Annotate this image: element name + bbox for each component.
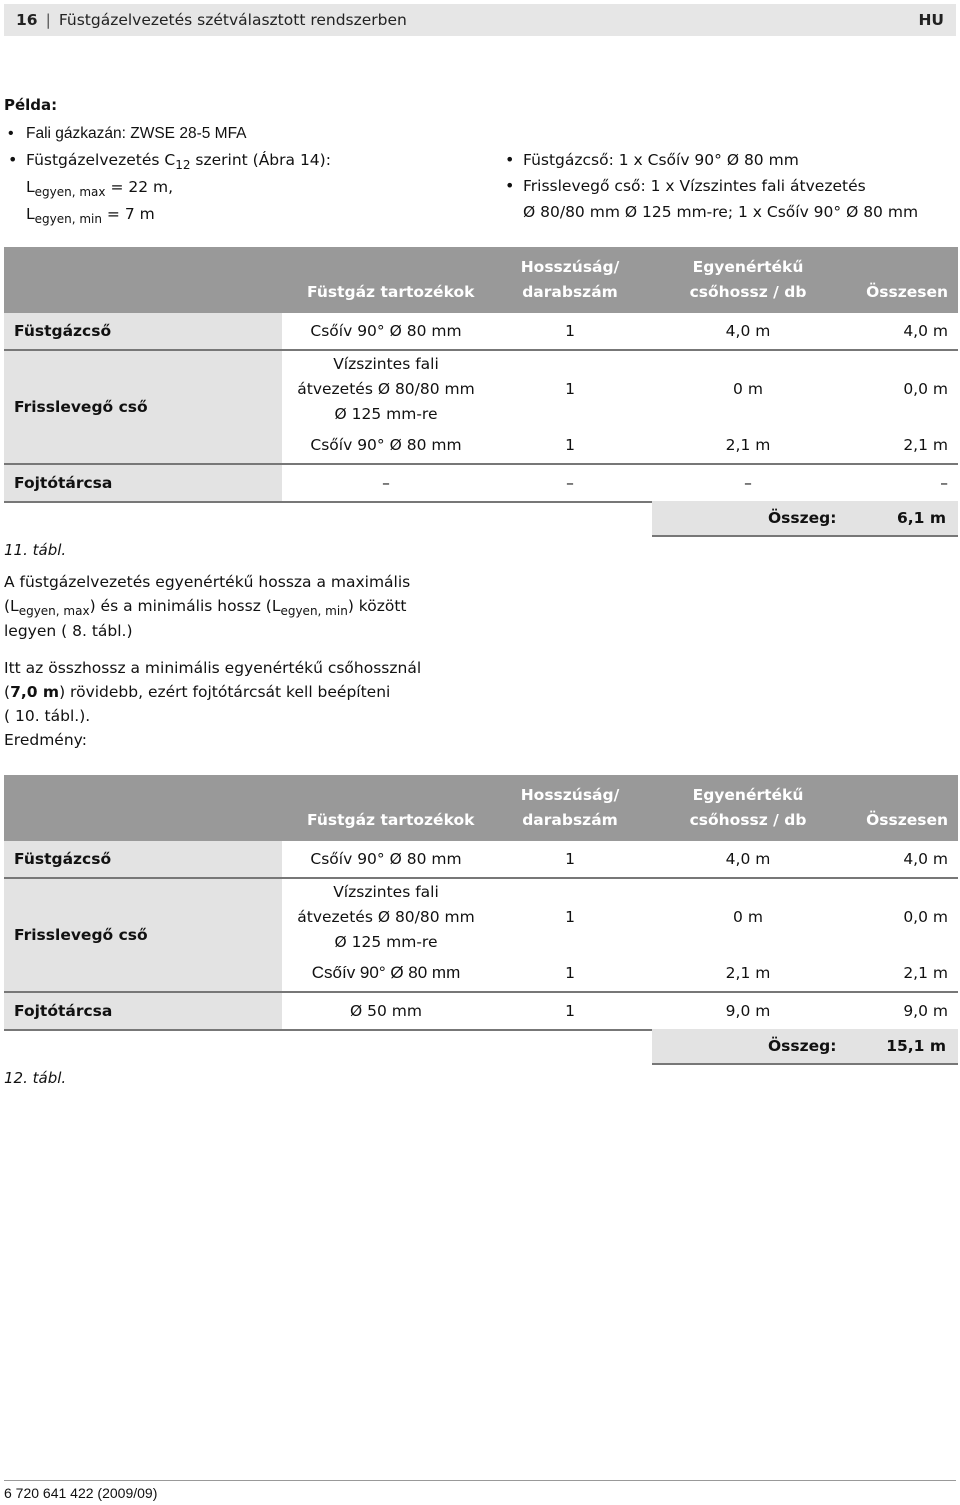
cell-qty: 1 [565, 380, 575, 398]
sum-box-11 [652, 501, 958, 537]
example-title: Példa: [4, 96, 58, 114]
page-title: Füstgázelvezetés szétválasztott rendszerben [58, 11, 407, 29]
table-row [4, 878, 958, 955]
language-code: HU [918, 11, 944, 29]
accessory-air-item [505, 173, 953, 199]
table-header-row [4, 247, 958, 313]
cell-equiv: 2,1 m [650, 427, 846, 464]
accessory-flue-item [505, 147, 953, 173]
accessory-flue-text: Füstgázcső: 1 x Csőív 90° Ø 80 mm [523, 151, 799, 169]
bullet-icon: • [505, 150, 515, 169]
cell-accessory: Csőív 90° Ø 80 mm [282, 955, 490, 992]
flue-spec-line [26, 147, 466, 174]
text-part: (L [4, 597, 19, 615]
header-total: Összesen [846, 775, 958, 841]
paragraph-line: (7,0 m) rövidebb, ezért fojtótárcsát kell beépíteni [4, 683, 391, 701]
header-equiv-1: Egyenértékű [692, 258, 804, 276]
sum-value: 15,1 m [886, 1037, 946, 1055]
header-equiv [650, 247, 846, 313]
cell-equiv: – [650, 464, 846, 502]
cell-equiv: 2,1 m [650, 955, 846, 992]
cell-equiv: 9,0 m [650, 992, 846, 1030]
paragraph-line: A füstgázelvezetés egyenértékű hossza a maximális [4, 573, 411, 591]
table-header-row [4, 775, 958, 841]
lmin-line [26, 201, 466, 228]
text-part: ) és a minimális hossz (L [89, 597, 281, 615]
header-equiv-2: csőhossz / db [689, 283, 807, 301]
cell-total: 2,1 m [846, 955, 958, 992]
row-label-flue: Füstgázcső [4, 841, 282, 878]
table-row [4, 992, 958, 1030]
cell-accessory: Ø 50 mm [282, 992, 490, 1030]
paragraph-line: ( 10. tábl.). [4, 707, 91, 725]
table-11 [4, 247, 958, 503]
footer-divider [4, 1480, 956, 1481]
paragraph-restrictor-needed [4, 656, 474, 752]
text-sub: egyen, min [280, 604, 348, 618]
cell-equiv: 0 m [733, 908, 763, 926]
cell-accessory: Csőív 90° Ø 80 mm [282, 841, 490, 878]
cell-equiv: 4,0 m [650, 841, 846, 878]
text-bold: 7,0 m [10, 683, 60, 701]
header-total: Összesen [846, 247, 958, 313]
header-empty [4, 247, 282, 313]
row-label-air: Frisslevegő cső [4, 350, 282, 464]
sum-label: Összeg: [768, 509, 837, 527]
table-row [4, 464, 958, 502]
bullet-icon: • [8, 150, 18, 169]
header-equiv-1: Egyenértékű [692, 786, 804, 804]
cell-total: 4,0 m [846, 313, 958, 350]
cell-total: 0,0 m [903, 908, 948, 926]
cell-qty: – [490, 464, 650, 502]
lmin-symbol: L [26, 205, 35, 223]
cell-total: 2,1 m [846, 427, 958, 464]
page-number: 16 [16, 11, 38, 29]
text-part: ) között [347, 597, 407, 615]
paragraph-line: legyen ( 8. tábl.) [4, 622, 133, 640]
header-length [490, 247, 650, 313]
row-label-flue: Füstgázcső [4, 313, 282, 350]
table-row [4, 313, 958, 350]
lmin-value: = 7 m [102, 205, 155, 223]
accessory-air-text: Frisslevegő cső: 1 x Vízszintes fali átvezetés [523, 177, 866, 195]
cell-qty: 1 [490, 313, 650, 350]
paragraph-line: Itt az összhossz a minimális egyenértékű csőhossznál [4, 659, 422, 677]
flue-spec-text-end: szerint (Ábra 14): [190, 151, 331, 169]
header-equiv-2: csőhossz / db [689, 811, 807, 829]
header-equiv [650, 775, 846, 841]
cell-qty: 1 [490, 955, 650, 992]
cell-qty: 1 [490, 427, 650, 464]
cell-total: – [846, 464, 958, 502]
header-empty [4, 775, 282, 841]
sum-divider [652, 1063, 958, 1065]
accessory-list [505, 147, 953, 225]
cell-accessory-line1: Vízszintes fali [333, 354, 439, 373]
bullet-icon: • [8, 125, 14, 142]
result-label: Eredmény: [4, 731, 87, 749]
paragraph-length-rule [4, 570, 474, 643]
lmax-sub: egyen, max [34, 185, 106, 199]
flue-spec-item [8, 147, 466, 228]
table-11-caption: 11. tábl. [4, 541, 67, 559]
paragraph-line [4, 594, 474, 619]
lmax-line [26, 174, 466, 201]
cell-qty: 1 [490, 992, 650, 1030]
cell-equiv: 4,0 m [650, 313, 846, 350]
lmax-symbol: L [26, 178, 35, 196]
cell-qty: 1 [565, 908, 575, 926]
header-separator: | [45, 11, 51, 29]
sum-label: Összeg: [768, 1037, 837, 1055]
header-length [490, 775, 650, 841]
header-length-1: Hosszúság/ [520, 786, 620, 804]
sum-box-12 [652, 1029, 958, 1063]
boiler-line [8, 121, 247, 147]
cell-qty: 1 [490, 841, 650, 878]
cell-total: 9,0 m [846, 992, 958, 1030]
flue-spec-sub: 12 [175, 158, 191, 172]
table-row [4, 350, 958, 427]
lmax-value: = 22 m, [105, 178, 174, 196]
cell-total: 4,0 m [846, 841, 958, 878]
table-12-caption: 12. tábl. [4, 1069, 67, 1087]
cell-accessory-line2: átvezetés Ø 80/80 mm [297, 907, 475, 926]
flue-spec-text: Füstgázelvezetés C [26, 151, 176, 169]
header-length-2: darabszám [522, 283, 618, 301]
cell-accessory: Csőív 90° Ø 80 mm [282, 313, 490, 350]
table-12 [4, 775, 958, 1031]
document-number: 6 720 641 422 (2009/09) [4, 1485, 158, 1501]
row-label-restrictor: Fojtótárcsa [4, 464, 282, 502]
header-accessories: Füstgáz tartozékok [282, 247, 490, 313]
cell-accessory: – [282, 464, 490, 502]
table-row [4, 841, 958, 878]
cell-accessory-line2: átvezetés Ø 80/80 mm [297, 379, 475, 398]
cell-accessory-line3: Ø 125 mm-re [334, 932, 438, 951]
cell-accessory [282, 350, 490, 427]
header-length-2: darabszám [522, 811, 618, 829]
header-length-1: Hosszúság/ [520, 258, 620, 276]
text-sub: egyen, max [18, 604, 90, 618]
cell-accessory [282, 878, 490, 955]
sum-value: 6,1 m [896, 509, 946, 527]
row-label-air: Frisslevegő cső [4, 878, 282, 992]
header-accessories: Füstgáz tartozékok [282, 775, 490, 841]
lmin-sub: egyen, min [34, 212, 102, 226]
cell-total: 0,0 m [903, 380, 948, 398]
page-header [4, 4, 956, 36]
cell-accessory-line1: Vízszintes fali [333, 882, 439, 901]
cell-accessory: Csőív 90° Ø 80 mm [282, 427, 490, 464]
cell-accessory-line3: Ø 125 mm-re [334, 404, 438, 423]
boiler-text: Fali gázkazán: ZWSE 28-5 MFA [26, 125, 247, 142]
cell-equiv: 0 m [733, 380, 763, 398]
row-label-restrictor: Fojtótárcsa [4, 992, 282, 1030]
text-part: ) rövidebb, ezért fojtótárcsát kell beépíteni [59, 683, 391, 701]
bullet-icon: • [505, 176, 515, 195]
accessory-air-text-cont: Ø 80/80 mm Ø 125 mm-re; 1 x Csőív 90° Ø 80 mm [523, 203, 919, 221]
